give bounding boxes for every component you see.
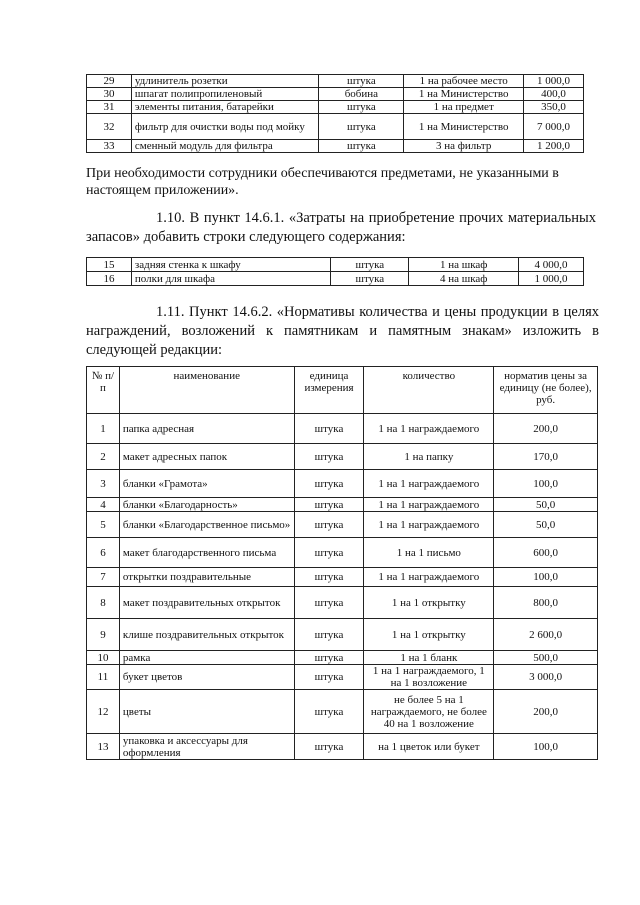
row-name: полки для шкафа [131, 272, 331, 286]
row-quantity: 1 на 1 открытку [364, 619, 494, 651]
table-header-row [87, 367, 598, 414]
row-quantity: 1 на 1 награждаемого [364, 414, 494, 444]
table-row [87, 568, 598, 587]
row-unit: штука [294, 512, 364, 538]
row-name: упаковка и аксессуары для оформления [119, 734, 294, 760]
table-row [87, 414, 598, 444]
row-quantity: не более 5 на 1 награждаемого, не более 40 на 1 возложение [364, 690, 494, 734]
row-price: 800,0 [494, 587, 598, 619]
table-additional-rows [86, 257, 584, 286]
row-price: 50,0 [494, 498, 598, 512]
table-row [87, 101, 584, 114]
row-quantity: 1 на 1 награждаемого [364, 512, 494, 538]
row-name: фильтр для очистки воды под мойку [131, 114, 319, 140]
row-name: макет благодарственного письма [119, 538, 294, 568]
row-unit: штука [294, 444, 364, 470]
table-row [87, 75, 584, 88]
row-number: 5 [87, 512, 120, 538]
row-quantity: 1 на 1 письмо [364, 538, 494, 568]
row-quantity: 1 на 1 открытку [364, 587, 494, 619]
table-row [87, 512, 598, 538]
table-body [87, 414, 598, 760]
header-name: наименование [119, 367, 294, 414]
table-row [87, 272, 584, 286]
row-number: 29 [87, 75, 132, 88]
table-awards-norms [86, 366, 598, 760]
table-body [87, 258, 584, 286]
row-quantity: 1 на папку [364, 444, 494, 470]
row-unit: штука [294, 414, 364, 444]
row-number: 11 [87, 665, 120, 690]
table-row [87, 690, 598, 734]
row-unit: штука [294, 470, 364, 498]
row-price: 500,0 [494, 651, 598, 665]
row-quantity: 1 на 1 награждаемого [364, 568, 494, 587]
table-row [87, 140, 584, 153]
row-number: 10 [87, 651, 120, 665]
table-row [87, 619, 598, 651]
row-unit: штука [294, 619, 364, 651]
table-row [87, 651, 598, 665]
row-unit: штука [294, 651, 364, 665]
row-quantity: 3 на фильтр [404, 140, 524, 153]
row-unit: штука [319, 140, 404, 153]
row-unit: штука [294, 690, 364, 734]
row-number: 7 [87, 568, 120, 587]
row-name: клише поздравительных открыток [119, 619, 294, 651]
row-price: 200,0 [494, 690, 598, 734]
row-quantity: на 1 цветок или букет [364, 734, 494, 760]
table-row [87, 88, 584, 101]
row-name: букет цветов [119, 665, 294, 690]
row-quantity: 1 на 1 бланк [364, 651, 494, 665]
row-unit: штука [294, 568, 364, 587]
row-name: задняя стенка к шкафу [131, 258, 331, 272]
row-unit: штука [294, 538, 364, 568]
row-unit: штука [331, 258, 409, 272]
table-row [87, 734, 598, 760]
row-price: 400,0 [524, 88, 584, 101]
row-quantity: 1 на 1 награждаемого [364, 498, 494, 512]
table-row [87, 258, 584, 272]
row-number: 4 [87, 498, 120, 512]
row-name: открытки поздравительные [119, 568, 294, 587]
row-quantity: 1 на шкаф [409, 258, 519, 272]
row-number: 33 [87, 140, 132, 153]
row-quantity: 1 на Министерство [404, 88, 524, 101]
row-number: 2 [87, 444, 120, 470]
header-quantity: количество [364, 367, 494, 414]
row-name: шпагат полипропиленовый [131, 88, 319, 101]
header-price: норматив цены за единицу (не более), руб. [494, 367, 598, 414]
row-price: 350,0 [524, 101, 584, 114]
table-row [87, 470, 598, 498]
row-number: 30 [87, 88, 132, 101]
row-price: 600,0 [494, 538, 598, 568]
section-1-11: 1.11. Пункт 14.6.2. «Нормативы количества и цены продукции в целях награждений, возложений к памятникам и памятным знакам» изложить в следующей редакции: [86, 304, 599, 358]
row-name: бланки «Благодарность» [119, 498, 294, 512]
row-quantity: 1 на 1 награждаемого [364, 470, 494, 498]
header-number: № п/п [87, 367, 120, 414]
table-row [87, 498, 598, 512]
header-unit: единица измерения [294, 367, 364, 414]
row-unit: штука [319, 75, 404, 88]
row-number: 12 [87, 690, 120, 734]
row-price: 170,0 [494, 444, 598, 470]
row-name: бланки «Грамота» [119, 470, 294, 498]
row-price: 7 000,0 [524, 114, 584, 140]
row-unit: штука [294, 587, 364, 619]
row-quantity: 1 на предмет [404, 101, 524, 114]
table-row [87, 587, 598, 619]
row-unit: штука [294, 498, 364, 512]
table-row [87, 114, 584, 140]
row-price: 2 600,0 [494, 619, 598, 651]
row-unit: штука [319, 114, 404, 140]
row-price: 200,0 [494, 414, 598, 444]
row-name: макет адресных папок [119, 444, 294, 470]
row-number: 3 [87, 470, 120, 498]
row-price: 4 000,0 [519, 258, 584, 272]
row-unit: бобина [319, 88, 404, 101]
row-number: 32 [87, 114, 132, 140]
row-quantity: 1 на Министерство [404, 114, 524, 140]
row-number: 9 [87, 619, 120, 651]
row-price: 100,0 [494, 568, 598, 587]
row-price: 3 000,0 [494, 665, 598, 690]
table-body [87, 75, 584, 153]
table-row [87, 665, 598, 690]
row-price: 50,0 [494, 512, 598, 538]
table-row [87, 538, 598, 568]
row-quantity: 1 на рабочее место [404, 75, 524, 88]
row-name: бланки «Благодарственное письмо» [119, 512, 294, 538]
row-unit: штука [331, 272, 409, 286]
row-price: 100,0 [494, 470, 598, 498]
row-number: 16 [87, 272, 132, 286]
row-number: 1 [87, 414, 120, 444]
table-continuation [86, 74, 584, 153]
row-price: 1 200,0 [524, 140, 584, 153]
row-number: 6 [87, 538, 120, 568]
row-name: цветы [119, 690, 294, 734]
row-name: рамка [119, 651, 294, 665]
row-name: папка адресная [119, 414, 294, 444]
row-name: макет поздравительных открыток [119, 587, 294, 619]
section-1-10: 1.10. В пункт 14.6.1. «Затраты на приобретение прочих материальных запасов» добавить строки следующего содержания: [86, 210, 596, 245]
row-number: 8 [87, 587, 120, 619]
row-name: удлинитель розетки [131, 75, 319, 88]
row-quantity: 1 на 1 награждаемого, 1 на 1 возложение [364, 665, 494, 690]
row-unit: штука [294, 734, 364, 760]
row-number: 13 [87, 734, 120, 760]
row-number: 15 [87, 258, 132, 272]
row-price: 1 000,0 [524, 75, 584, 88]
row-unit: штука [294, 665, 364, 690]
row-name: элементы питания, батарейки [131, 101, 319, 114]
row-name: сменный модуль для фильтра [131, 140, 319, 153]
row-price: 1 000,0 [519, 272, 584, 286]
row-price: 100,0 [494, 734, 598, 760]
table-row [87, 444, 598, 470]
row-quantity: 4 на шкаф [409, 272, 519, 286]
row-unit: штука [319, 101, 404, 114]
note-paragraph: При необходимости сотрудники обеспечиваются предметами, не указанными в настоящем приложении». [86, 166, 559, 198]
row-number: 31 [87, 101, 132, 114]
